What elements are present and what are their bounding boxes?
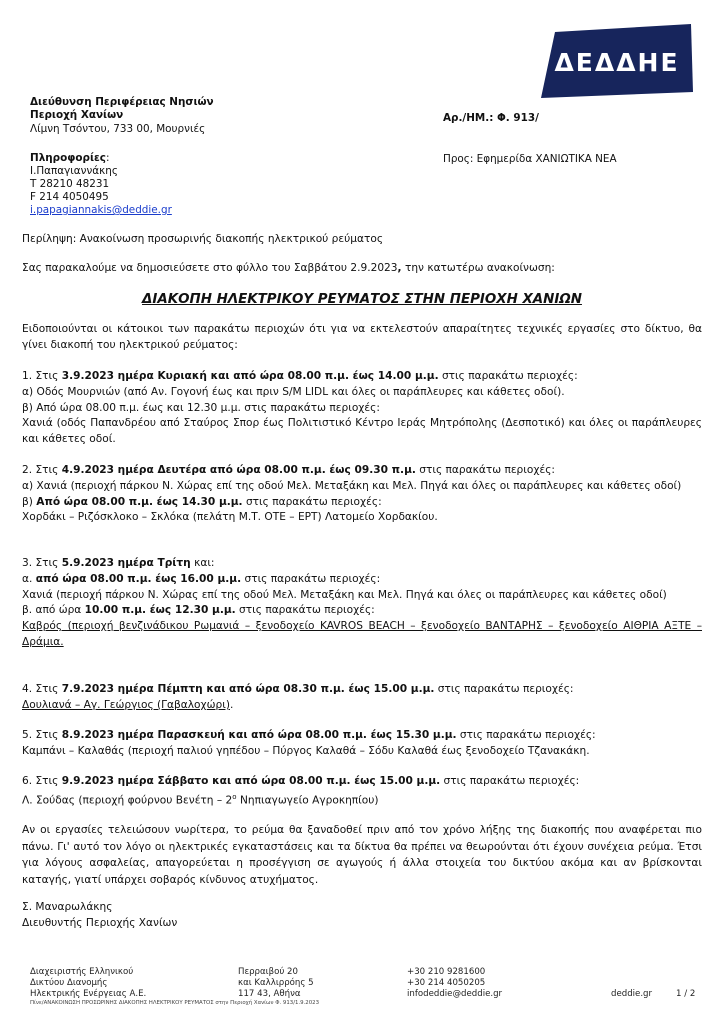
s3-a-pre: α. [22, 572, 36, 585]
s1-c: Χανιά (οδός Παπανδρέου από Σταύρος Σπορ έως Πολιτιστικό Κέντρο Ιεράς Μητρόπολης (Δεσποτικό) και όλες οι παράπλευρες και κάθετες οδοί. [22, 417, 702, 446]
s6-sup: ο [232, 792, 237, 801]
s5-post: στις παρακάτω περιοχές: [456, 729, 596, 741]
s5-text: Καμπάνι – Καλαθάς (περιοχή παλιού γηπέδου – Πύργος Καλαθά – Σόδυ Καλαθά έως ξενοδοχείο Τζανακάκη. [22, 744, 590, 757]
footer-addr1: Περραιβού 20 [238, 967, 298, 977]
s3-a-text: Χανιά (περιοχή πάρκου Ν. Χώρας επί της οδού Μελ. Μεταξάκη και Μελ. Πηγά και όλες οι παράπλευρες και κάθετες οδοί) [22, 588, 667, 601]
s6-pre: 6. Στις [22, 775, 62, 787]
subject: Περίληψη: Ανακοίνωση προσωρινής διακοπής ηλεκτρικού ρεύματος [22, 233, 384, 245]
s5-pre: 5. Στις [22, 729, 62, 741]
s6-post: στις παρακάτω περιοχές: [440, 775, 580, 787]
s6-bold: 9.9.2023 ημέρα Σάββατο και από ώρα 08.00 π.μ. έως 15.00 μ.μ. [61, 775, 441, 787]
info-email-link[interactable]: i.papagiannakis@deddie.gr [30, 204, 172, 216]
s3-a-bold: από ώρα 08.00 π.μ. έως 16.00 μ.μ. [35, 572, 242, 585]
footer-filename: Πίνε/ΑΝΑΚΟΙΝΩΣΗ ΠΡΟΣΩΡΙΝΗΣ ΔΙΑΚΟΠΗΣ ΗΛΕΚΤΡΙΚΟΥ ΡΕΥΜΑΤΟΣ στην Περιοχή Χανίων Φ. 913/1.9.2023 [30, 1000, 320, 1006]
sender-line2: Περιοχή Χανίων [30, 109, 124, 121]
s3-a-heading [22, 572, 702, 588]
footer-website-link[interactable]: deddie.gr [611, 989, 653, 999]
s1-a: α) Οδός Μουρνιών (από Αν. Γογονή έως και πριν S/M LIDL και όλες οι παράπλευρες και κάθετες οδοί). [22, 385, 565, 398]
s4-post: στις παρακάτω περιοχές: [434, 683, 574, 695]
reference-number: Αρ./ΗΜ.: Φ. 913/ [443, 112, 539, 124]
sender-line1: Διεύθυνση Περιφέρειας Νησιών [30, 96, 214, 108]
closing-paragraph: Αν οι εργασίες τελειώσουν νωρίτερα, το ρεύμα θα ξαναδοθεί πριν από τον χρόνο λήξης της διακοπής που αναφέρεται πιο πάνω. Γι' αυτό τον λόγο οι ηλεκτρικές εγκαταστάσεις και τα δίκτυα θα πρέπει να θεωρούνται ότι έχουν συνέχεια ρεύμα. Έτσι για λόγους ασφαλείας, απαγορεύεται η προσέγγιση σε αγωγούς ή άλλα στοιχεία του δικτύου ακόμα και αν βρίσκονται καταγής, γιατί υπάρχει σοβαρός κίνδυνος ατυχήματος. [22, 824, 702, 886]
section-5-heading [22, 728, 702, 744]
section-1 [22, 369, 702, 448]
info-name: Ι.Παπαγιαννάκης [30, 165, 118, 177]
section-1-heading [22, 369, 702, 385]
s2-a: α) Χανιά (περιοχή πάρκου Ν. Χώρας επί της οδού Μελ. Μεταξάκη και Μελ. Πηγά και όλες οι παράπλευρες και κάθετες οδοί) [22, 479, 682, 492]
section-6 [22, 774, 702, 809]
section-6-heading [22, 774, 702, 790]
s4-text: Δουλιανά – Αγ. Γεώργιος (Γαβαλοχώρι) [22, 698, 230, 711]
info-label-colon: : [105, 152, 110, 164]
recipient: Προς: Εφημερίδα ΧΑΝΙΩΤΙΚΑ ΝΕΑ [443, 153, 617, 165]
svg-text:ΔΕΔΔΗΕ: ΔΕΔΔΗΕ [554, 48, 680, 77]
s6-text-post: Νηπιαγωγείο Αγροκηπίου) [236, 794, 379, 807]
s3-post: και: [190, 557, 215, 569]
footer-org1: Διαχειριστής Ελληνικού [30, 967, 134, 977]
info-tel: Τ 28210 48231 [30, 178, 110, 190]
s6-text-pre: Λ. Σούδας (περιοχή φούρνου Βενέτη – 2 [22, 794, 233, 807]
s3-b-bold: 10.00 π.μ. έως 12.30 μ.μ. [84, 604, 236, 617]
s2-b-post: στις παρακάτω περιοχές: [242, 495, 382, 508]
request-bold: , [397, 262, 402, 274]
section-3-heading [22, 556, 702, 572]
s3-b-pre: β. από ώρα [22, 604, 85, 617]
announcement-title: ΔΙΑΚΟΠΗ ΗΛΕΚΤΡΙΚΟΥ ΡΕΥΜΑΤΟΣ ΣΤΗΝ ΠΕΡΙΟΧΗ ΧΑΝΙΩΝ [142, 292, 582, 307]
s3-pre: 3. Στις [22, 557, 62, 569]
s4-bold: 7.9.2023 ημέρα Πέμπτη και από ώρα 08.30 π.μ. έως 15.00 μ.μ. [61, 683, 435, 695]
info-fax: F 214 4050495 [30, 191, 109, 203]
s2-post: στις παρακάτω περιοχές: [415, 464, 555, 476]
s2-pre: 2. Στις [22, 464, 62, 476]
section-4 [22, 682, 702, 714]
s2-b-bold: Από ώρα 08.00 π.μ. έως 14.30 μ.μ. [36, 495, 243, 508]
s6-text-line [22, 790, 702, 809]
section-3 [22, 556, 702, 651]
s5-bold: 8.9.2023 ημέρα Παρασκευή και από ώρα 08.00 π.μ. έως 15.30 μ.μ. [61, 729, 457, 741]
s2-b [22, 495, 702, 511]
footer-addr3: 117 43, Αθήνα [238, 989, 301, 999]
info-label [30, 152, 109, 165]
section-4-heading [22, 682, 702, 698]
section-2 [22, 463, 702, 526]
request-before: Σας παρακαλούμε να δημοσιεύσετε στο φύλλο του Σαββάτου 2.9.2023 [22, 262, 398, 274]
request-line [22, 262, 555, 274]
footer-phone1: +30 210 9281600 [407, 967, 486, 977]
s1-pre: 1. Στις [22, 370, 62, 382]
s3-a-post: στις παρακάτω περιοχές: [241, 572, 381, 585]
footer-org3: Ηλεκτρικής Ενέργειας Α.Ε. [30, 989, 147, 999]
section-5 [22, 728, 702, 760]
s1-post: στις παρακάτω περιοχές: [438, 370, 578, 382]
signature-name: Σ. Μαναρωλάκης [22, 901, 113, 913]
s3-bold: 5.9.2023 ημέρα Τρίτη [61, 557, 191, 569]
s4-dot: . [229, 698, 234, 711]
info-label-text: Πληροφορίες [30, 152, 106, 164]
page-number: 1 / 2 [676, 989, 696, 999]
s3-b-heading [22, 603, 702, 619]
request-after: την κατωτέρω ανακοίνωση: [401, 262, 555, 274]
sender-address: Λίμνη Τσόντου, 733 00, Μουρνιές [30, 123, 206, 135]
s1-b: β) Από ώρα 08.00 π.μ. έως και 12.30 μ.μ. στις παρακάτω περιοχές: [22, 401, 380, 414]
footer-org2: Δικτύου Διανομής [30, 978, 108, 988]
footer-email-link[interactable]: infodeddie@deddie.gr [407, 989, 503, 999]
s2-c: Χορδάκι – Ριζόσκλοκο – Σκλόκα (πελάτη Μ.Τ. ΟΤΕ – ΕΡΤ) Λατομείο Χορδακίου. [22, 511, 438, 524]
s3-b-post: στις παρακάτω περιοχές: [235, 604, 375, 617]
s1-bold: 3.9.2023 ημέρα Κυριακή και από ώρα 08.00 π.μ. έως 14.00 μ.μ. [61, 370, 439, 382]
s3-b-text: Καβρός (περιοχή βενζινάδικου Ρωμανιά – ξενοδοχείο KAVROS BEACH – ξενοδοχείο ΒΑΝΤΑΡΗΣ – ξενοδοχείο ΑΙΘΡΙΑ ΑΞΤΕ – Δράμια. [22, 620, 702, 648]
section-2-heading [22, 463, 702, 479]
footer-addr2: και Καλλιρρόης 5 [238, 978, 314, 988]
signature-role: Διευθυντής Περιοχής Χανίων [22, 917, 178, 929]
s4-pre: 4. Στις [22, 683, 62, 695]
s2-b-pre: β) [22, 495, 37, 508]
deddie-logo [537, 22, 695, 100]
intro-paragraph: Ειδοποιούνται οι κάτοικοι των παρακάτω περιοχών ότι για να εκτελεστούν απαραίτητες τεχνικές εργασίες στο δίκτυο, θα γίνει διακοπή του ηλεκτρικού ρεύματος: [22, 323, 702, 351]
footer-phone2: +30 214 4050205 [407, 978, 486, 988]
s2-bold: 4.9.2023 ημέρα Δευτέρα από ώρα 08.00 π.μ. έως 09.30 π.μ. [61, 464, 416, 476]
logo-banner-icon [537, 22, 695, 100]
s4-text-line [22, 698, 702, 714]
